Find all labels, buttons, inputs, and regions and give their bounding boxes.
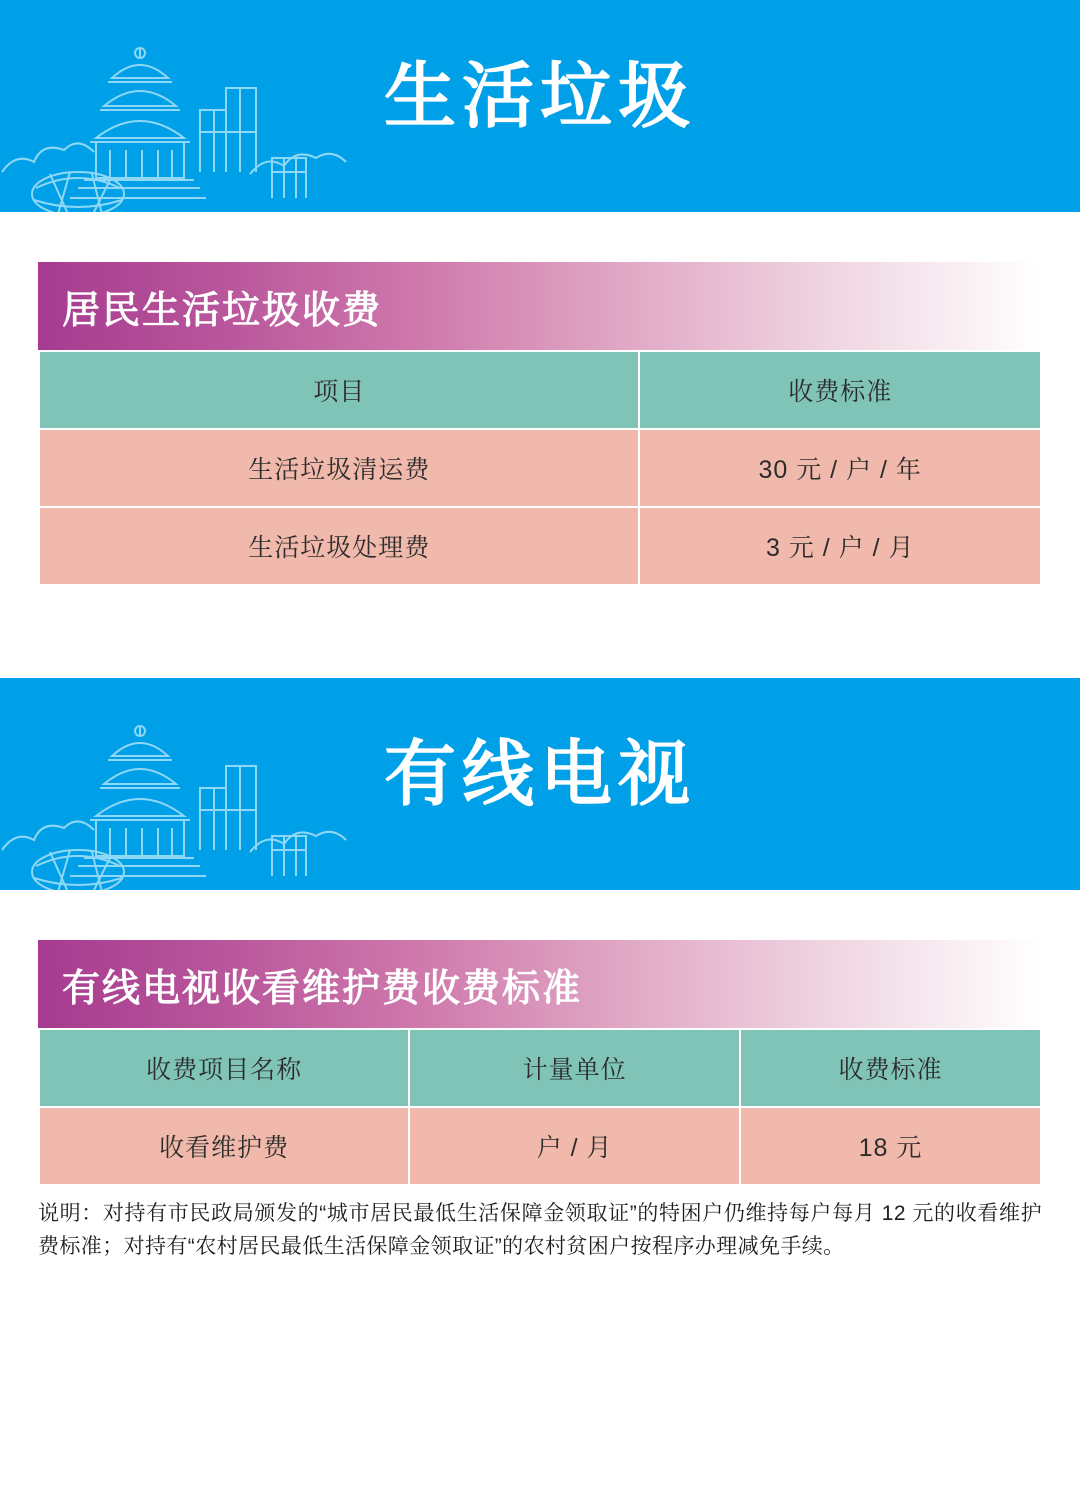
cell-unit: 户 / 月	[410, 1108, 739, 1184]
col-item: 项目	[40, 352, 638, 428]
cell-standard: 30 元 / 户 / 年	[640, 430, 1040, 506]
section-household-waste	[0, 262, 1080, 586]
table-row	[40, 1108, 1040, 1184]
cell-item-name: 收看维护费	[40, 1108, 408, 1184]
banner-cable-tv	[0, 678, 1080, 890]
section-header-2	[38, 940, 1042, 1028]
table-row	[40, 508, 1040, 584]
col-unit: 计量单位	[410, 1030, 739, 1106]
spacer-1	[0, 212, 1080, 262]
col-standard: 收费标准	[640, 352, 1040, 428]
banner-title-2: 有线电视	[383, 735, 696, 815]
table-row	[40, 430, 1040, 506]
spacer-2	[0, 586, 1080, 678]
section-title-2: 有线电视收看维护费收费标准	[62, 967, 583, 1010]
section-header-1	[38, 262, 1042, 350]
spacer-3	[0, 890, 1080, 940]
banner-household-waste	[0, 0, 1080, 212]
cell-item: 生活垃圾处理费	[40, 508, 638, 584]
cable-tv-fee-table	[38, 1028, 1042, 1186]
cable-tv-note: 说明：对持有市民政局颁发的“城市居民最低生活保障金领取证”的特困户仍维持每户每月 12 元的收看维护费标准；对持有“农村居民最低生活保障金领取证”的农村贫困户按程序办理减免手续。	[38, 1202, 1042, 1258]
cell-standard: 18 元	[741, 1108, 1040, 1184]
col-standard: 收费标准	[741, 1030, 1040, 1106]
table-header-row	[40, 1030, 1040, 1106]
cell-standard: 3 元 / 户 / 月	[640, 508, 1040, 584]
section-title-1: 居民生活垃圾收费	[62, 289, 383, 332]
cell-item: 生活垃圾清运费	[40, 430, 638, 506]
table-header-row	[40, 352, 1040, 428]
waste-fee-table	[38, 350, 1042, 586]
col-item-name: 收费项目名称	[40, 1030, 408, 1106]
banner-title-1: 生活垃圾	[383, 57, 696, 137]
section-cable-tv	[0, 940, 1080, 1263]
